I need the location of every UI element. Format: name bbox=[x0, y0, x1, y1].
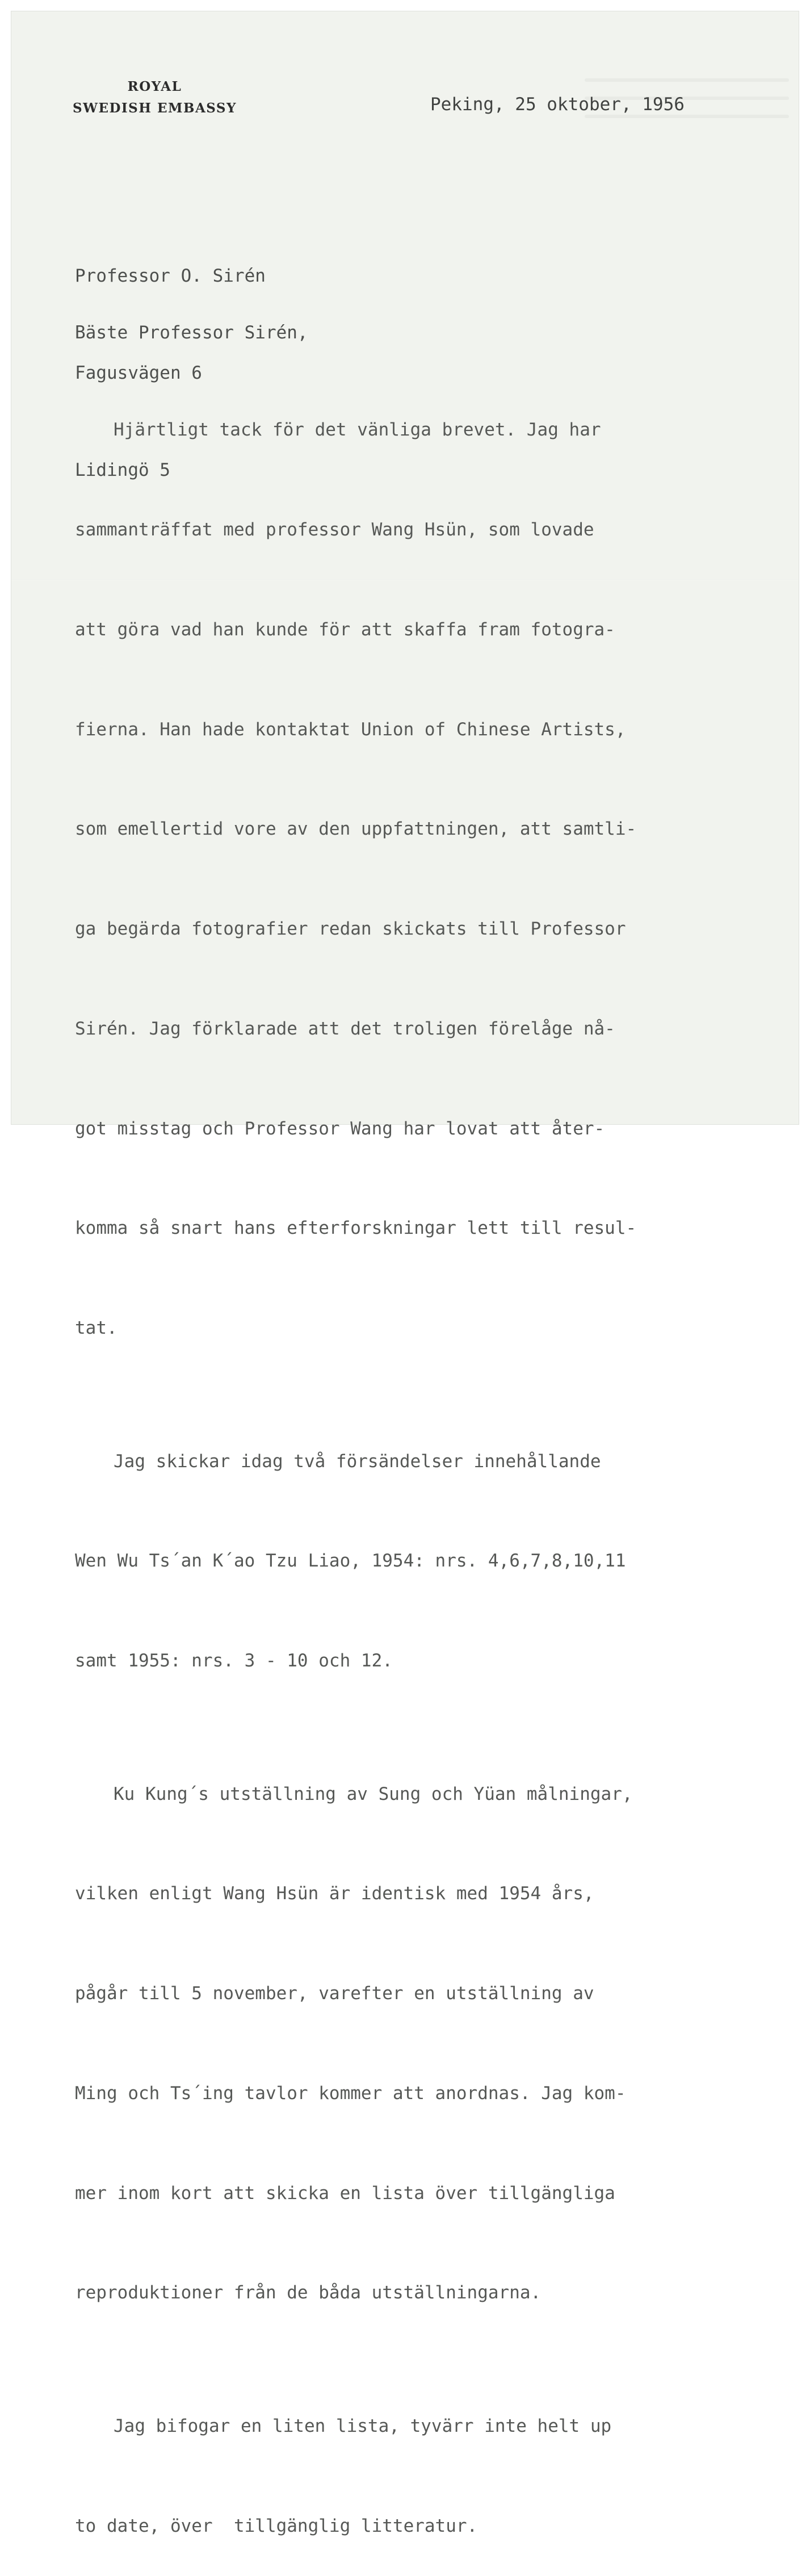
body-line: komma så snart hans efterforskningar lett till resul- bbox=[75, 1218, 637, 1239]
body-line: tat. bbox=[75, 1318, 117, 1339]
body-line: Hjärtligt tack för det vänliga brevet. Jag har bbox=[114, 420, 601, 441]
body-line: fierna. Han hade kontaktat Union of Chinese Artists, bbox=[75, 719, 626, 740]
letterhead bbox=[73, 76, 237, 119]
body-line: Jag skickar idag två försändelser innehållande bbox=[114, 1451, 601, 1472]
dateline: Peking, 25 oktober, 1956 bbox=[430, 94, 685, 115]
body-line: reproduktioner från de båda utställningarna. bbox=[75, 2282, 542, 2303]
salutation: Bäste Professor Sirén, bbox=[75, 322, 308, 343]
body-line: to date, över tillgänglig litteratur. bbox=[75, 2515, 478, 2536]
letterhead-royal: ROYAL bbox=[127, 79, 182, 94]
body-line: sammanträffat med professor Wang Hsün, som lovade bbox=[75, 519, 594, 540]
body-line: Wen Wu Ts´an K´ao Tzu Liao, 1954: nrs. 4,6,7,8,10,11 bbox=[75, 1551, 626, 1572]
body-line: Ku Kung´s utställning av Sung och Yüan målningar, bbox=[114, 1783, 633, 1804]
body-line: got misstag och Professor Wang har lovat att åter- bbox=[75, 1118, 605, 1139]
show-through-text bbox=[585, 64, 789, 177]
body-line: som emellertid vore av den uppfattningen, att samtli- bbox=[75, 819, 637, 840]
letterhead-embassy: SWEDISH EMBASSY bbox=[73, 100, 237, 116]
body-line: Ming och Ts´ing tavlor kommer att anordnas. Jag kom- bbox=[75, 2083, 626, 2104]
body-line: Jag bifogar en liten lista, tyvärr inte helt up bbox=[114, 2415, 612, 2436]
body-line: att göra vad han kunde för att skaffa fram fotogra- bbox=[75, 619, 615, 640]
body-line: mer inom kort att skicka en lista över tillgängliga bbox=[75, 2183, 615, 2204]
recipient-street: Fagusvägen 6 bbox=[75, 363, 202, 383]
body-line: vilken enligt Wang Hsün är identisk med 1954 års, bbox=[75, 1883, 594, 1904]
body-line: samt 1955: nrs. 3 - 10 och 12. bbox=[75, 1651, 393, 1672]
body-line: ga begärda fotografier redan skickats till Professor bbox=[75, 919, 626, 940]
body-line: pågår till 5 november, varefter en utställning av bbox=[75, 1983, 594, 2004]
recipient-name: Professor O. Sirén bbox=[75, 266, 266, 286]
body-line: Sirén. Jag förklarade att det troligen förelåge nå- bbox=[75, 1018, 615, 1039]
letter-body bbox=[75, 347, 636, 2576]
recipient-city: Lidingö 5 bbox=[75, 460, 170, 480]
